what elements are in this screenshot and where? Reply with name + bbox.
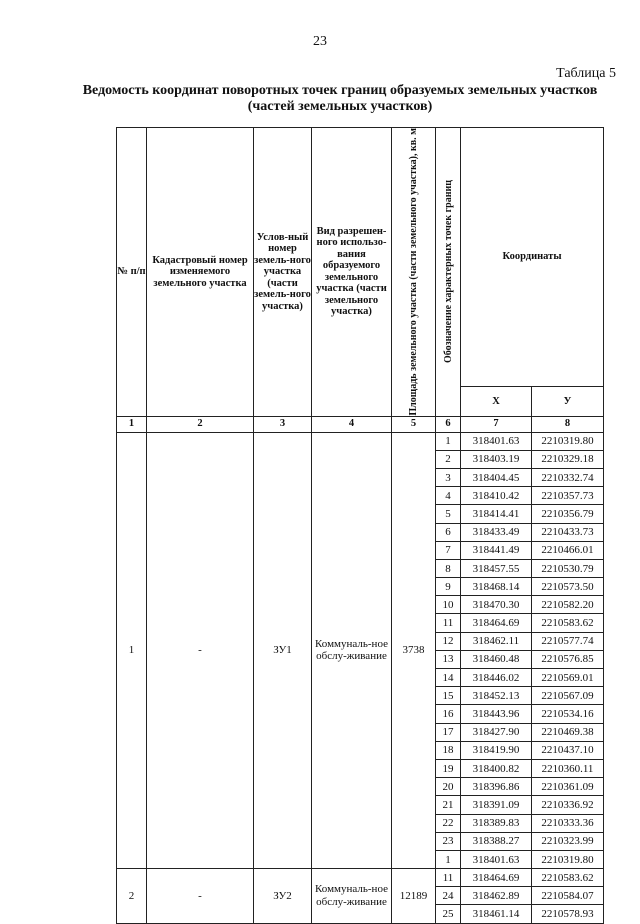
y-coordinate-cell: 2210323.99 <box>532 832 604 850</box>
table-body <box>117 432 604 923</box>
x-coordinate-cell: 318410.42 <box>461 487 532 505</box>
table-label: Таблица 5 <box>556 66 616 81</box>
page-number: 23 <box>313 34 327 49</box>
y-coordinate-cell: 2210578.93 <box>532 905 604 923</box>
y-coordinate-cell: 2210582.20 <box>532 596 604 614</box>
table-row <box>117 869 604 887</box>
area-cell: 12189 <box>392 869 436 924</box>
column-number: 6 <box>436 416 461 432</box>
x-coordinate-cell: 318457.55 <box>461 559 532 577</box>
point-number-cell: 13 <box>436 650 461 668</box>
x-coordinate-cell: 318414.41 <box>461 505 532 523</box>
point-number-cell: 15 <box>436 687 461 705</box>
cadastral-number-cell: - <box>147 869 254 924</box>
x-coordinate-cell: 318401.63 <box>461 432 532 450</box>
header-point-text: Обозначение характерных точек границ <box>442 180 454 364</box>
header-x: Х <box>461 387 532 416</box>
conditional-number-cell: ЗУ2 <box>254 869 312 924</box>
x-coordinate-cell: 318443.96 <box>461 705 532 723</box>
x-coordinate-cell: 318468.14 <box>461 578 532 596</box>
y-coordinate-cell: 2210567.09 <box>532 687 604 705</box>
y-coordinate-cell: 2210319.80 <box>532 850 604 868</box>
x-coordinate-cell: 318461.14 <box>461 905 532 923</box>
column-number: 4 <box>312 416 392 432</box>
y-coordinate-cell: 2210466.01 <box>532 541 604 559</box>
x-coordinate-cell: 318462.11 <box>461 632 532 650</box>
point-number-cell: 20 <box>436 778 461 796</box>
point-number-cell: 21 <box>436 796 461 814</box>
area-cell: 3738 <box>392 432 436 869</box>
y-coordinate-cell: 2210469.38 <box>532 723 604 741</box>
x-coordinate-cell: 318401.63 <box>461 850 532 868</box>
conditional-number-cell: ЗУ1 <box>254 432 312 869</box>
y-coordinate-cell: 2210577.74 <box>532 632 604 650</box>
y-coordinate-cell: 2210333.36 <box>532 814 604 832</box>
x-coordinate-cell: 318388.27 <box>461 832 532 850</box>
y-coordinate-cell: 2210583.62 <box>532 869 604 887</box>
row-number-cell: 2 <box>117 869 147 924</box>
point-number-cell: 17 <box>436 723 461 741</box>
header-area <box>392 128 436 417</box>
x-coordinate-cell: 318391.09 <box>461 796 532 814</box>
document-title: Ведомость координат поворотных точек границ образуемых земельных участков (частей земельных участков) <box>82 83 598 114</box>
x-coordinate-cell: 318464.69 <box>461 614 532 632</box>
header-area-text: Площадь земельного участка (части земельного участка), кв. м <box>408 128 419 416</box>
point-number-cell: 14 <box>436 669 461 687</box>
point-number-cell: 19 <box>436 759 461 777</box>
column-number: 8 <box>532 416 604 432</box>
y-coordinate-cell: 2210584.07 <box>532 887 604 905</box>
point-number-cell: 22 <box>436 814 461 832</box>
point-number-cell: 23 <box>436 832 461 850</box>
x-coordinate-cell: 318460.48 <box>461 650 532 668</box>
x-coordinate-cell: 318452.13 <box>461 687 532 705</box>
x-coordinate-cell: 318403.19 <box>461 450 532 468</box>
row-number-cell: 1 <box>117 432 147 869</box>
coordinates-table <box>116 127 604 924</box>
x-coordinate-cell: 318464.69 <box>461 869 532 887</box>
point-number-cell: 1 <box>436 850 461 868</box>
x-coordinate-cell: 318396.86 <box>461 778 532 796</box>
point-number-cell: 7 <box>436 541 461 559</box>
y-coordinate-cell: 2210336.92 <box>532 796 604 814</box>
x-coordinate-cell: 318462.89 <box>461 887 532 905</box>
point-number-cell: 24 <box>436 887 461 905</box>
point-number-cell: 12 <box>436 632 461 650</box>
x-coordinate-cell: 318427.90 <box>461 723 532 741</box>
table-row <box>117 432 604 450</box>
header-coordinates: Координаты <box>461 128 604 387</box>
point-number-cell: 8 <box>436 559 461 577</box>
column-number: 5 <box>392 416 436 432</box>
point-number-cell: 2 <box>436 450 461 468</box>
point-number-cell: 3 <box>436 468 461 486</box>
header-y: У <box>532 387 604 416</box>
point-number-cell: 6 <box>436 523 461 541</box>
point-number-cell: 11 <box>436 614 461 632</box>
header-point-designation <box>436 128 461 417</box>
point-number-cell: 25 <box>436 905 461 923</box>
header-conditional-number: Услов-ный номер земель-ного участка (части земель-ного участка) <box>254 128 312 417</box>
y-coordinate-cell: 2210433.73 <box>532 523 604 541</box>
x-coordinate-cell: 318433.49 <box>461 523 532 541</box>
x-coordinate-cell: 318419.90 <box>461 741 532 759</box>
y-coordinate-cell: 2210576.85 <box>532 650 604 668</box>
column-number: 1 <box>117 416 147 432</box>
y-coordinate-cell: 2210356.79 <box>532 505 604 523</box>
point-number-cell: 10 <box>436 596 461 614</box>
y-coordinate-cell: 2210583.62 <box>532 614 604 632</box>
y-coordinate-cell: 2210569.01 <box>532 669 604 687</box>
column-number-row <box>117 416 604 432</box>
y-coordinate-cell: 2210332.74 <box>532 468 604 486</box>
point-number-cell: 18 <box>436 741 461 759</box>
x-coordinate-cell: 318404.45 <box>461 468 532 486</box>
header-cadastral-number: Кадастровый номер изменяемого земельного участка <box>147 128 254 417</box>
column-number: 2 <box>147 416 254 432</box>
column-number: 7 <box>461 416 532 432</box>
x-coordinate-cell: 318400.82 <box>461 759 532 777</box>
column-number: 3 <box>254 416 312 432</box>
y-coordinate-cell: 2210329.18 <box>532 450 604 468</box>
y-coordinate-cell: 2210437.10 <box>532 741 604 759</box>
y-coordinate-cell: 2210530.79 <box>532 559 604 577</box>
y-coordinate-cell: 2210319.80 <box>532 432 604 450</box>
header-row-number: № п/п <box>117 128 147 417</box>
y-coordinate-cell: 2210357.73 <box>532 487 604 505</box>
x-coordinate-cell: 318441.49 <box>461 541 532 559</box>
x-coordinate-cell: 318470.30 <box>461 596 532 614</box>
y-coordinate-cell: 2210534.16 <box>532 705 604 723</box>
x-coordinate-cell: 318389.83 <box>461 814 532 832</box>
point-number-cell: 16 <box>436 705 461 723</box>
permitted-use-cell: Коммуналь-ное обслу-живание <box>312 432 392 869</box>
point-number-cell: 1 <box>436 432 461 450</box>
permitted-use-cell: Коммуналь-ное обслу-живание <box>312 869 392 924</box>
point-number-cell: 9 <box>436 578 461 596</box>
point-number-cell: 11 <box>436 869 461 887</box>
x-coordinate-cell: 318446.02 <box>461 669 532 687</box>
y-coordinate-cell: 2210361.09 <box>532 778 604 796</box>
y-coordinate-cell: 2210360.11 <box>532 759 604 777</box>
y-coordinate-cell: 2210573.50 <box>532 578 604 596</box>
point-number-cell: 5 <box>436 505 461 523</box>
cadastral-number-cell: - <box>147 432 254 869</box>
point-number-cell: 4 <box>436 487 461 505</box>
header-permitted-use: Вид разрешен-ного использо-вания образуемого земельного участка (части земельного участка) <box>312 128 392 417</box>
